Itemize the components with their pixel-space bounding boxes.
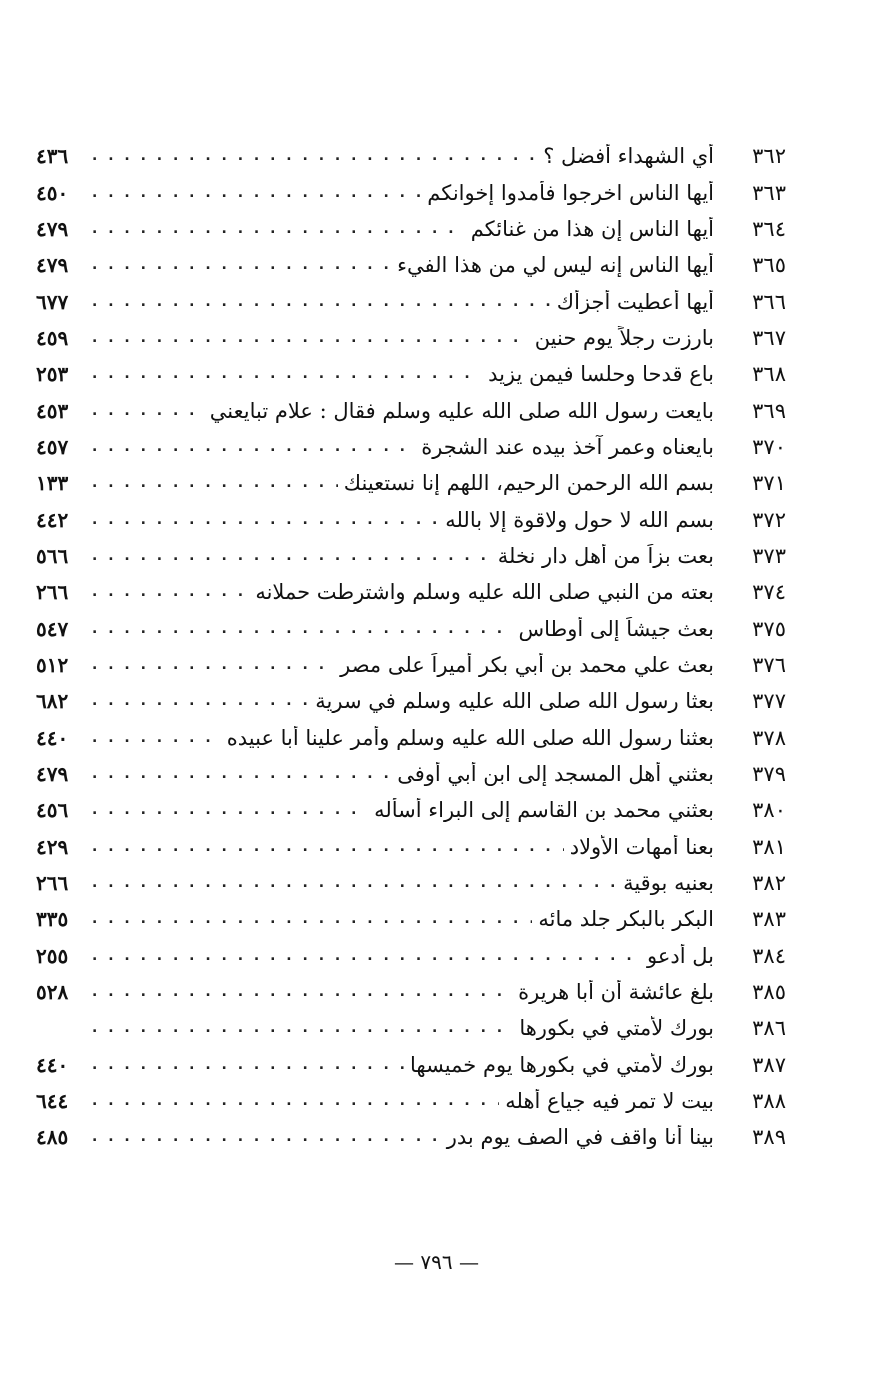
dot-leader: [86, 257, 391, 273]
entry-text: البكر بالبكر جلد مائه: [538, 907, 714, 932]
index-entry: [36, 720, 786, 756]
entry-page-reference: ٤٧٩: [36, 762, 69, 787]
dot-leader: [86, 1093, 499, 1109]
index-entry: [36, 829, 786, 865]
entry-text: أيها الناس إنه ليس لي من هذا الفيء: [397, 253, 714, 278]
dot-leader: [86, 512, 439, 528]
entry-number: ٣٨٧: [752, 1052, 786, 1077]
entry-number: ٣٦٨: [752, 362, 786, 387]
dot-leader: [86, 948, 641, 964]
entry-text: بعثا رسول الله صلى الله عليه وسلم في سرية: [315, 689, 714, 714]
entry-text: بسم الله لا حول ولاقوة إلا بالله: [445, 507, 714, 532]
entry-page-reference: ٤٥٩: [36, 325, 69, 350]
entry-text: بينا أنا واقف في الصف يوم بدر: [446, 1125, 714, 1150]
index-entry: [36, 356, 786, 392]
index-entry: [36, 247, 786, 283]
entry-number: ٣٧٥: [752, 616, 786, 641]
dot-leader: [86, 693, 309, 709]
index-entry: [36, 1047, 786, 1083]
entry-page-reference: ٤٥٣: [36, 398, 69, 423]
entry-text: أي الشهداء أفضل ؟: [543, 144, 714, 169]
entry-number: ٣٨٦: [752, 1016, 786, 1041]
dot-leader: [86, 875, 617, 891]
index-entry: [36, 647, 786, 683]
entry-text: باع قدحا وحلسا فيمن يزيد: [488, 362, 714, 387]
index-entry: [36, 865, 786, 901]
dot-leader: [86, 1057, 404, 1073]
entry-page-reference: ٤٨٥: [36, 1125, 69, 1150]
entry-text: أيها الناس إن هذا من غنائكم: [470, 216, 714, 241]
dot-leader: [86, 221, 465, 237]
entry-number: ٣٨٣: [752, 907, 786, 932]
entry-page-reference: ٣٣٥: [36, 907, 69, 932]
entry-number: ٣٧٠: [752, 434, 786, 459]
entry-page-reference: ٢٥٣: [36, 362, 69, 387]
index-entry: [36, 465, 786, 501]
entry-text: بيت لا تمر فيه جياع أهله: [505, 1089, 714, 1114]
dot-leader: [86, 1020, 513, 1036]
entry-text: بايعت رسول الله صلى الله عليه وسلم فقال : علام تبايعني: [209, 398, 714, 423]
entry-page-reference: ٤٥٠: [36, 180, 69, 205]
dot-leader: [86, 584, 249, 600]
dot-leader: [86, 148, 537, 164]
index-entry: [36, 538, 786, 574]
index-entry: [36, 138, 786, 174]
entry-page-reference: ٤٧٩: [36, 253, 69, 278]
entry-page-reference: ٦٧٧: [36, 289, 69, 314]
entry-page-reference: ٥١٢: [36, 652, 69, 677]
index-entry: [36, 211, 786, 247]
dot-leader: [86, 185, 421, 201]
entry-text: بعثني محمد بن القاسم إلى البراء أسأله: [374, 798, 714, 823]
entry-number: ٣٦٢: [752, 144, 786, 169]
index-entry: [36, 683, 786, 719]
index-entry: [36, 283, 786, 319]
entry-page-reference: ٤٤٠: [36, 1052, 69, 1077]
dot-leader: [86, 366, 482, 382]
entry-text: بسم الله الرحمن الرحيم، اللهم إنا نستعينك: [343, 471, 714, 496]
entry-page-reference: ٢٥٥: [36, 943, 69, 968]
dot-leader: [86, 1129, 441, 1145]
entry-page-reference: ٥٢٨: [36, 980, 69, 1005]
index-entry: [36, 1119, 786, 1155]
entry-number: ٣٦٩: [752, 398, 786, 423]
entry-text: بعنيه بوقية: [623, 871, 714, 896]
entry-page-reference: ٥٤٧: [36, 616, 69, 641]
entry-text: بلغ عائشة أن أبا هريرة: [518, 980, 714, 1005]
entry-text: أيها الناس اخرجوا فأمدوا إخوانكم: [427, 180, 714, 205]
entry-page-reference: ٢٦٦: [36, 871, 69, 896]
entry-page-reference: ٤٣٦: [36, 144, 69, 169]
index-entry: [36, 974, 786, 1010]
entry-number: ٣٧١: [752, 471, 786, 496]
dot-leader: [86, 330, 529, 346]
entry-page-reference: ٤٤٠: [36, 725, 69, 750]
entry-number: ٣٧٢: [752, 507, 786, 532]
entry-text: بعثنا رسول الله صلى الله عليه وسلم وأمر علينا أبا عبيده: [226, 725, 714, 750]
entry-number: ٣٨٥: [752, 980, 786, 1005]
entry-number: ٣٧٨: [752, 725, 786, 750]
index-entry: [36, 938, 786, 974]
index-entry: [36, 429, 786, 465]
entry-page-reference: ٤٥٦: [36, 798, 69, 823]
page-number: — ٧٩٦ —: [394, 1250, 479, 1274]
hadith-index-list: [36, 138, 786, 1156]
entry-text: بارزت رجلاً يوم حنين: [534, 325, 714, 350]
dot-leader: [86, 730, 221, 746]
entry-page-reference: ٤٤٢: [36, 507, 69, 532]
entry-page-reference: ٤٥٧: [36, 434, 69, 459]
entry-page-reference: ٥٦٦: [36, 543, 69, 568]
entry-number: ٣٨١: [752, 834, 786, 859]
index-entry: [36, 901, 786, 937]
entry-text: بعت بزاً من أهل دار نخلة: [497, 543, 714, 568]
dot-leader: [86, 802, 368, 818]
entry-number: ٣٧٦: [752, 652, 786, 677]
index-entry: [36, 320, 786, 356]
entry-number: ٣٧٤: [752, 580, 786, 605]
index-entry: [36, 792, 786, 828]
entry-text: بل أدعو: [647, 943, 714, 968]
entry-text: بعث جيشاً إلى أوطاس: [518, 616, 714, 641]
entry-number: ٣٨٨: [752, 1089, 786, 1114]
entry-number: ٣٧٩: [752, 762, 786, 787]
entry-number: ٣٦٧: [752, 325, 786, 350]
dot-leader: [86, 984, 512, 1000]
entry-text: بعنا أمهات الأولاد: [569, 834, 714, 859]
dot-leader: [86, 621, 512, 637]
entry-number: ٣٨٢: [752, 871, 786, 896]
entry-number: ٣٦٦: [752, 289, 786, 314]
dot-leader: [86, 766, 391, 782]
entry-number: ٣٦٣: [752, 180, 786, 205]
entry-number: ٣٦٥: [752, 253, 786, 278]
entry-page-reference: ٤٢٩: [36, 834, 69, 859]
dot-leader: [86, 839, 564, 855]
entry-number: ٣٨٠: [752, 798, 786, 823]
entry-number: ٣٦٤: [752, 216, 786, 241]
entry-number: ٣٨٩: [752, 1125, 786, 1150]
dot-leader: [86, 548, 492, 564]
entry-number: ٣٨٤: [752, 943, 786, 968]
entry-text: بعته من النبي صلى الله عليه وسلم واشترطت حملانه: [255, 580, 714, 605]
entry-page-reference: ٦٤٤: [36, 1089, 69, 1114]
entry-text: بورك لأمتي في بكورها يوم خميسها: [410, 1052, 714, 1077]
index-entry: [36, 1083, 786, 1119]
index-entry: [36, 392, 786, 428]
dot-leader: [86, 475, 338, 491]
index-entry: [36, 1010, 786, 1046]
dot-leader: [86, 657, 334, 673]
entry-page-reference: ١٣٣: [36, 471, 69, 496]
dot-leader: [86, 294, 551, 310]
index-entry: [36, 756, 786, 792]
index-entry: [36, 501, 786, 537]
entry-page-reference: ٤٧٩: [36, 216, 69, 241]
entry-text: بعثني أهل المسجد إلى ابن أبي أوفى: [397, 762, 714, 787]
entry-text: بورك لأمتي في بكورها: [519, 1016, 714, 1041]
entry-page-reference: ٦٨٢: [36, 689, 69, 714]
index-entry: [36, 174, 786, 210]
index-entry: [36, 574, 786, 610]
index-entry: [36, 610, 786, 646]
dot-leader: [86, 439, 415, 455]
entry-text: أيها أعطيت أجزأك: [556, 289, 714, 314]
dot-leader: [86, 911, 532, 927]
entry-number: ٣٧٧: [752, 689, 786, 714]
dot-leader: [86, 403, 204, 419]
entry-number: ٣٧٣: [752, 543, 786, 568]
entry-text: بايعناه وعمر آخذ بيده عند الشجرة: [421, 434, 714, 459]
entry-text: بعث علي محمد بن أبي بكر أميراً على مصر: [340, 652, 714, 677]
entry-page-reference: ٢٦٦: [36, 580, 69, 605]
